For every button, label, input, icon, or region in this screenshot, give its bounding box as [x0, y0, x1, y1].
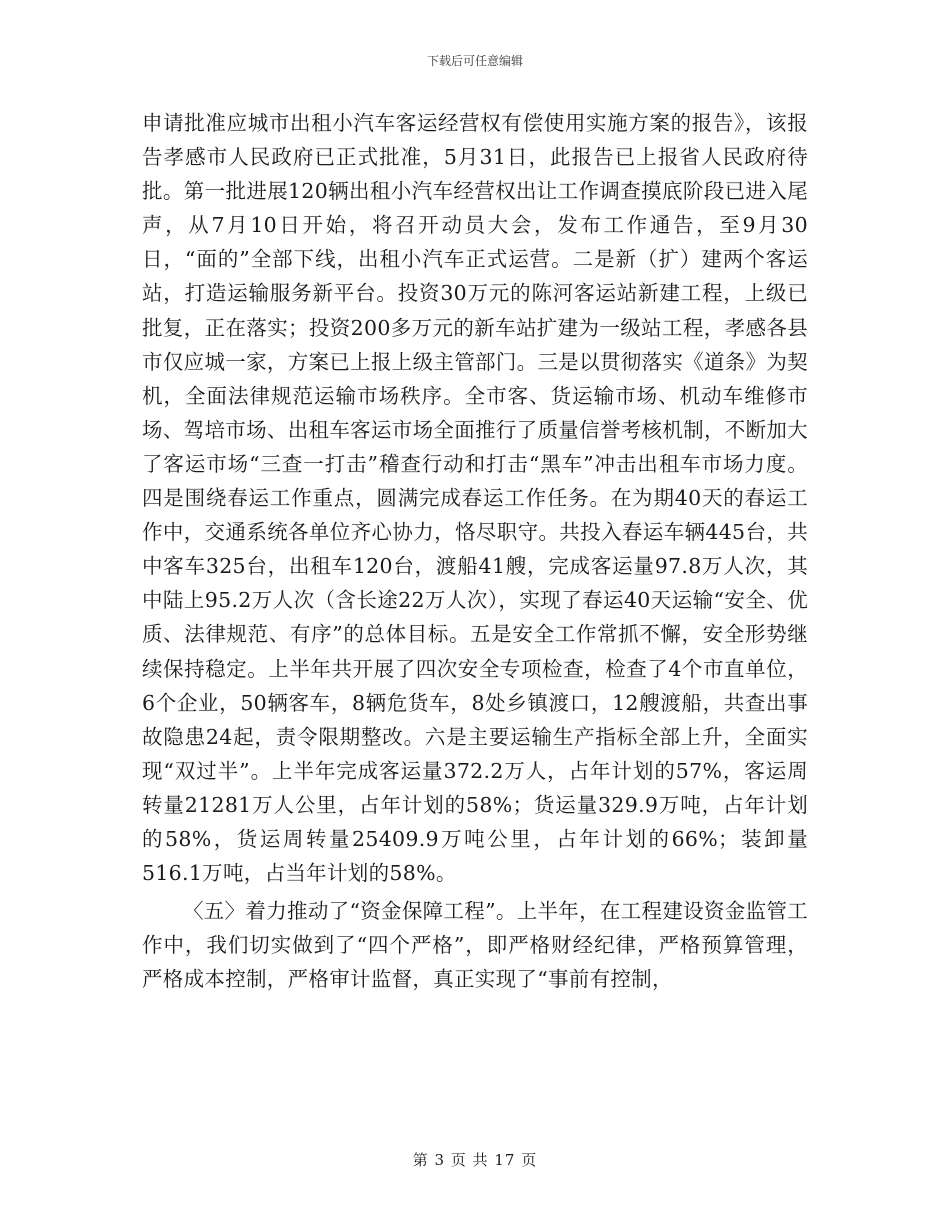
- document-body: [142, 106, 808, 996]
- page-header-note: 下载后可任意编辑: [426, 54, 523, 68]
- paragraph-continuation: 申请批准应城市出租小汽车客运经营权有偿使用实施方案的报告》，该报告孝感市人民政府已正式批准，5月31日，此报告已上报省人民政府待批。第一批进展120辆出租小汽车经营权出让工作调查摸底阶段已进入尾声，从7月10日开始，将召开动员大会，发布工作通告，至9月30日，“面的”全部下线，出租小汽车正式运营。二是新（扩）建两个客运站，打造运输服务新平台。投资30万元的陈河客运站新建工程，上级已批复，正在落实；投资200多万元的新车站扩建为一级站工程，孝感各县市仅应城一家，方案已上报上级主管部门。三是以贯彻落实《道条》为契机，全面法律规范运输市场秩序。全市客、货运输市场、机动车维修市场、驾培市场、出租车客运市场全面推行了质量信誉考核机制，不断加大了客运市场“三查一打击”稽查行动和打击“黑车”冲击出租车市场力度。四是围绕春运工作重点，圆满完成春运工作任务。在为期40天的春运工作中，交通系统各单位齐心协力，恪尽职守。共投入春运车辆445台，共中客车325台，出租车120台，渡船41艘，完成客运量97.8万人次，其中陆上95.2万人次（含长途22万人次），实现了春运40天运输“安全、优质、法律规范、有序”的总体目标。五是安全工作常抓不懈，安全形势继续保持稳定。上半年共开展了四次安全专项检查，检查了4个市直单位，6个企业，50辆客车，8辆危货车，8处乡镇渡口，12艘渡船，共查出事故隐患24起，责令限期整改。六是主要运输生产指标全部上升，全面实现“双过半”。上半年完成客运量372.2万人，占年计划的57%，客运周转量21281万人公里，占年计划的58%；货运量329.9万吨，占年计划的58%，货运周转量25409.9万吨公里，占年计划的66%；装卸量516.1万吨，占当年计划的58%。: [142, 111, 808, 886]
- page-number: 第 3 页 共 17 页: [412, 1151, 538, 1169]
- paragraph-section-five: 〈五〉着力推动了“资金保障工程”。上半年，在工程建设资金监管工作中，我们切实做到了“四个严格”，即严格财经纪律，严格预算管理，严格成本控制，严格审计监督，真正实现了“事前有控制，: [142, 899, 808, 992]
